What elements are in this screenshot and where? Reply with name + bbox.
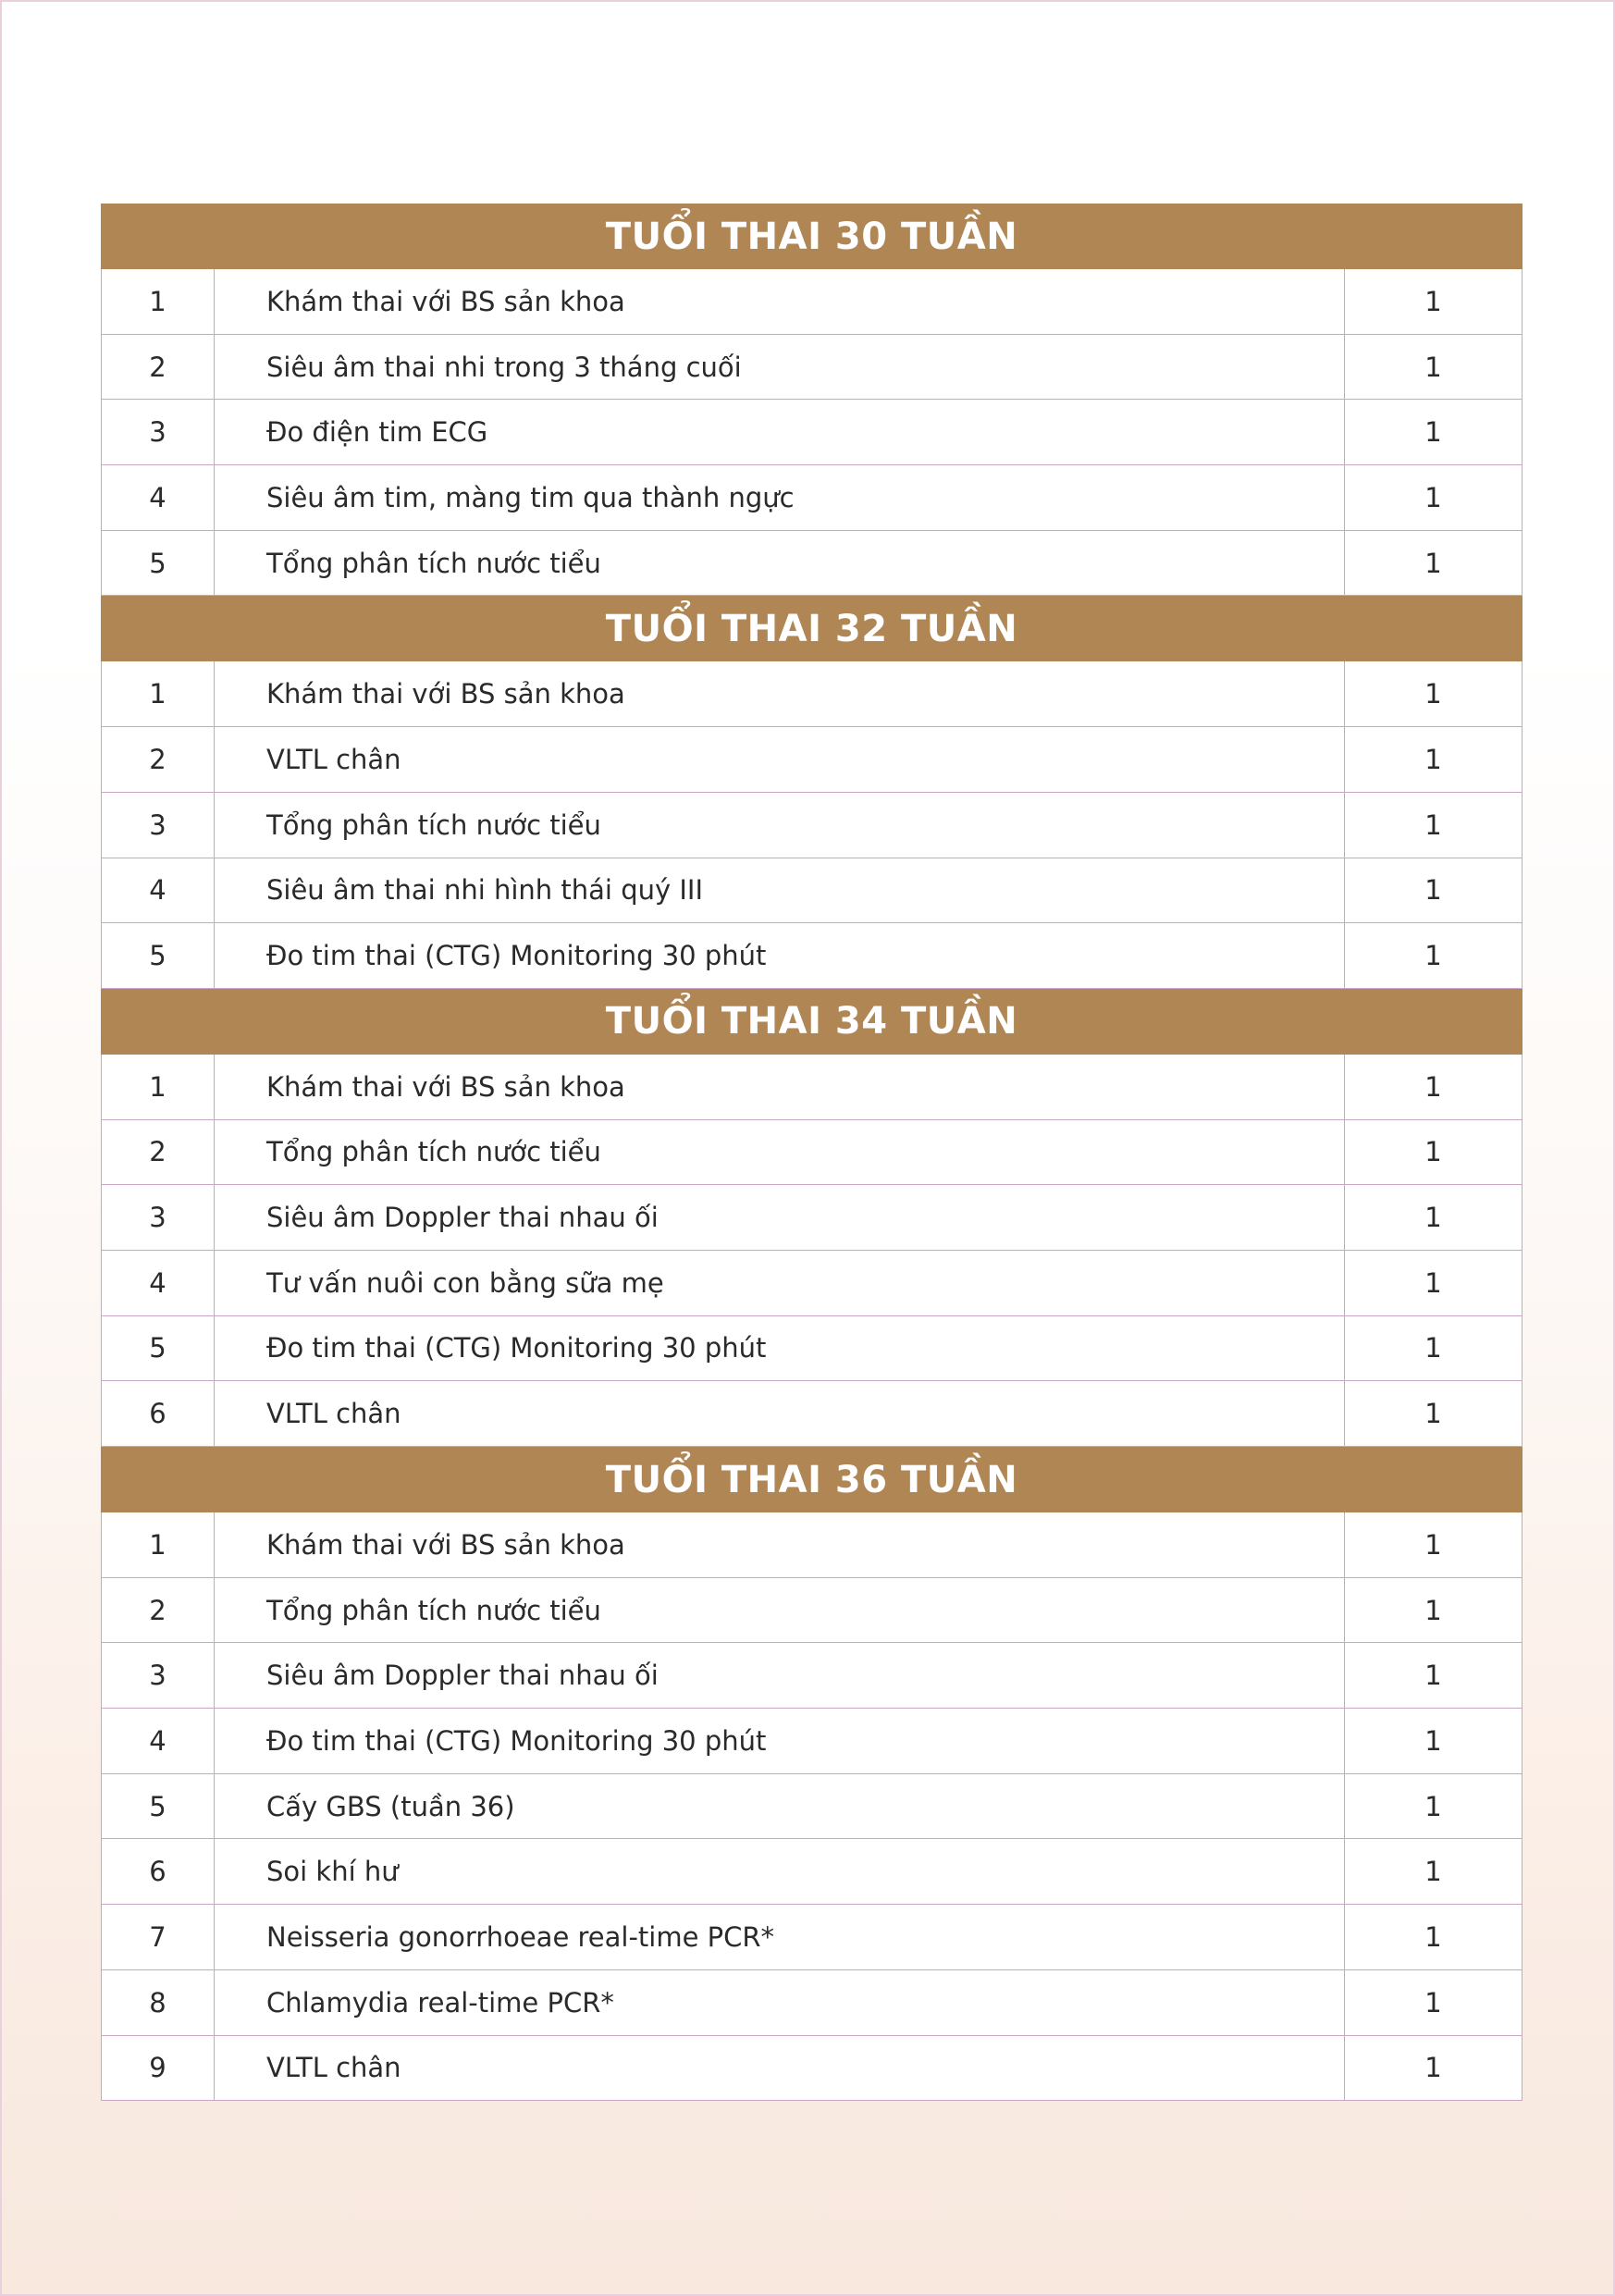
service-name: Tổng phân tích nước tiểu <box>215 531 1345 596</box>
service-quantity: 1 <box>1345 1839 1523 1904</box>
row-number: 2 <box>101 335 215 400</box>
service-quantity: 1 <box>1345 1578 1523 1643</box>
row-number: 3 <box>101 793 215 858</box>
table-row <box>101 923 1523 989</box>
table-row <box>101 858 1523 924</box>
service-name: Soi khí hư <box>215 1839 1345 1904</box>
service-quantity: 1 <box>1345 335 1523 400</box>
table-row <box>101 335 1523 401</box>
service-quantity: 1 <box>1345 1512 1523 1577</box>
table-row <box>101 1709 1523 1774</box>
service-name: Tổng phân tích nước tiểu <box>215 1120 1345 1185</box>
service-name: Cấy GBS (tuần 36) <box>215 1774 1345 1839</box>
service-quantity: 1 <box>1345 1055 1523 1119</box>
table-row <box>101 1512 1523 1578</box>
row-number: 1 <box>101 661 215 726</box>
row-number: 2 <box>101 1578 215 1643</box>
service-quantity: 1 <box>1345 1970 1523 2035</box>
row-number: 3 <box>101 1643 215 1708</box>
service-name: VLTL chân <box>215 1381 1345 1446</box>
service-name: Neisseria gonorrhoeae real-time PCR* <box>215 1905 1345 1969</box>
row-number: 4 <box>101 858 215 923</box>
service-name: Siêu âm thai nhi trong 3 tháng cuối <box>215 335 1345 400</box>
table-row <box>101 531 1523 597</box>
service-quantity: 1 <box>1345 1185 1523 1250</box>
service-name: Đo tim thai (CTG) Monitoring 30 phút <box>215 923 1345 988</box>
table-row <box>101 661 1523 727</box>
row-number: 5 <box>101 923 215 988</box>
service-quantity: 1 <box>1345 793 1523 858</box>
table-row <box>101 2036 1523 2102</box>
row-number: 9 <box>101 2036 215 2101</box>
service-quantity: 1 <box>1345 1774 1523 1839</box>
service-quantity: 1 <box>1345 400 1523 464</box>
row-number: 8 <box>101 1970 215 2035</box>
section-week-group <box>101 1447 1523 2101</box>
row-number: 2 <box>101 1120 215 1185</box>
row-number: 5 <box>101 1316 215 1381</box>
service-name: VLTL chân <box>215 2036 1345 2101</box>
table-row <box>101 1643 1523 1709</box>
row-number: 6 <box>101 1381 215 1446</box>
row-number: 1 <box>101 1055 215 1119</box>
service-quantity: 1 <box>1345 858 1523 923</box>
service-quantity: 1 <box>1345 531 1523 596</box>
table-row <box>101 727 1523 793</box>
table-row <box>101 1578 1523 1644</box>
service-name: Tư vấn nuôi con bằng sữa mẹ <box>215 1251 1345 1315</box>
table-row <box>101 793 1523 858</box>
row-number: 5 <box>101 1774 215 1839</box>
row-number: 4 <box>101 465 215 530</box>
service-quantity: 1 <box>1345 465 1523 530</box>
service-quantity: 1 <box>1345 727 1523 792</box>
service-quantity: 1 <box>1345 1316 1523 1381</box>
table-row <box>101 1316 1523 1382</box>
table-row <box>101 1055 1523 1120</box>
service-quantity: 1 <box>1345 269 1523 334</box>
service-name: Khám thai với BS sản khoa <box>215 269 1345 334</box>
service-name: Siêu âm Doppler thai nhau ối <box>215 1643 1345 1708</box>
service-name: Đo tim thai (CTG) Monitoring 30 phút <box>215 1709 1345 1773</box>
service-quantity: 1 <box>1345 661 1523 726</box>
service-name: Khám thai với BS sản khoa <box>215 1055 1345 1119</box>
row-number: 3 <box>101 400 215 464</box>
service-name: Siêu âm Doppler thai nhau ối <box>215 1185 1345 1250</box>
row-number: 5 <box>101 531 215 596</box>
service-table <box>101 204 1523 2101</box>
row-number: 4 <box>101 1251 215 1315</box>
table-row <box>101 465 1523 531</box>
service-quantity: 1 <box>1345 1120 1523 1185</box>
service-name: Tổng phân tích nước tiểu <box>215 793 1345 858</box>
section-title: TUỔI THAI 30 TUẦN <box>101 204 1523 269</box>
table-row <box>101 1839 1523 1905</box>
service-quantity: 1 <box>1345 1709 1523 1773</box>
section-week-group <box>101 596 1523 988</box>
service-quantity: 1 <box>1345 1643 1523 1708</box>
service-quantity: 1 <box>1345 2036 1523 2101</box>
table-row <box>101 1185 1523 1251</box>
row-number: 1 <box>101 1512 215 1577</box>
service-quantity: 1 <box>1345 1251 1523 1315</box>
service-name: Đo điện tim ECG <box>215 400 1345 464</box>
service-name: Đo tim thai (CTG) Monitoring 30 phút <box>215 1316 1345 1381</box>
service-quantity: 1 <box>1345 1381 1523 1446</box>
table-row <box>101 400 1523 465</box>
section-title: TUỔI THAI 36 TUẦN <box>101 1447 1523 1512</box>
table-row <box>101 1970 1523 2036</box>
row-number: 1 <box>101 269 215 334</box>
service-name: Tổng phân tích nước tiểu <box>215 1578 1345 1643</box>
service-name: VLTL chân <box>215 727 1345 792</box>
row-number: 4 <box>101 1709 215 1773</box>
section-title: TUỔI THAI 34 TUẦN <box>101 989 1523 1055</box>
section-week-group <box>101 989 1523 1447</box>
table-row <box>101 1905 1523 1970</box>
table-row <box>101 1774 1523 1840</box>
table-row <box>101 269 1523 335</box>
section-week-group <box>101 204 1523 596</box>
table-row <box>101 1120 1523 1186</box>
table-row <box>101 1381 1523 1447</box>
service-quantity: 1 <box>1345 1905 1523 1969</box>
section-title: TUỔI THAI 32 TUẦN <box>101 596 1523 661</box>
row-number: 2 <box>101 727 215 792</box>
service-quantity: 1 <box>1345 923 1523 988</box>
row-number: 6 <box>101 1839 215 1904</box>
service-name: Khám thai với BS sản khoa <box>215 1512 1345 1577</box>
service-name: Siêu âm thai nhi hình thái quý III <box>215 858 1345 923</box>
service-name: Siêu âm tim, màng tim qua thành ngực <box>215 465 1345 530</box>
row-number: 7 <box>101 1905 215 1969</box>
table-row <box>101 1251 1523 1316</box>
service-name: Chlamydia real-time PCR* <box>215 1970 1345 2035</box>
service-name: Khám thai với BS sản khoa <box>215 661 1345 726</box>
row-number: 3 <box>101 1185 215 1250</box>
